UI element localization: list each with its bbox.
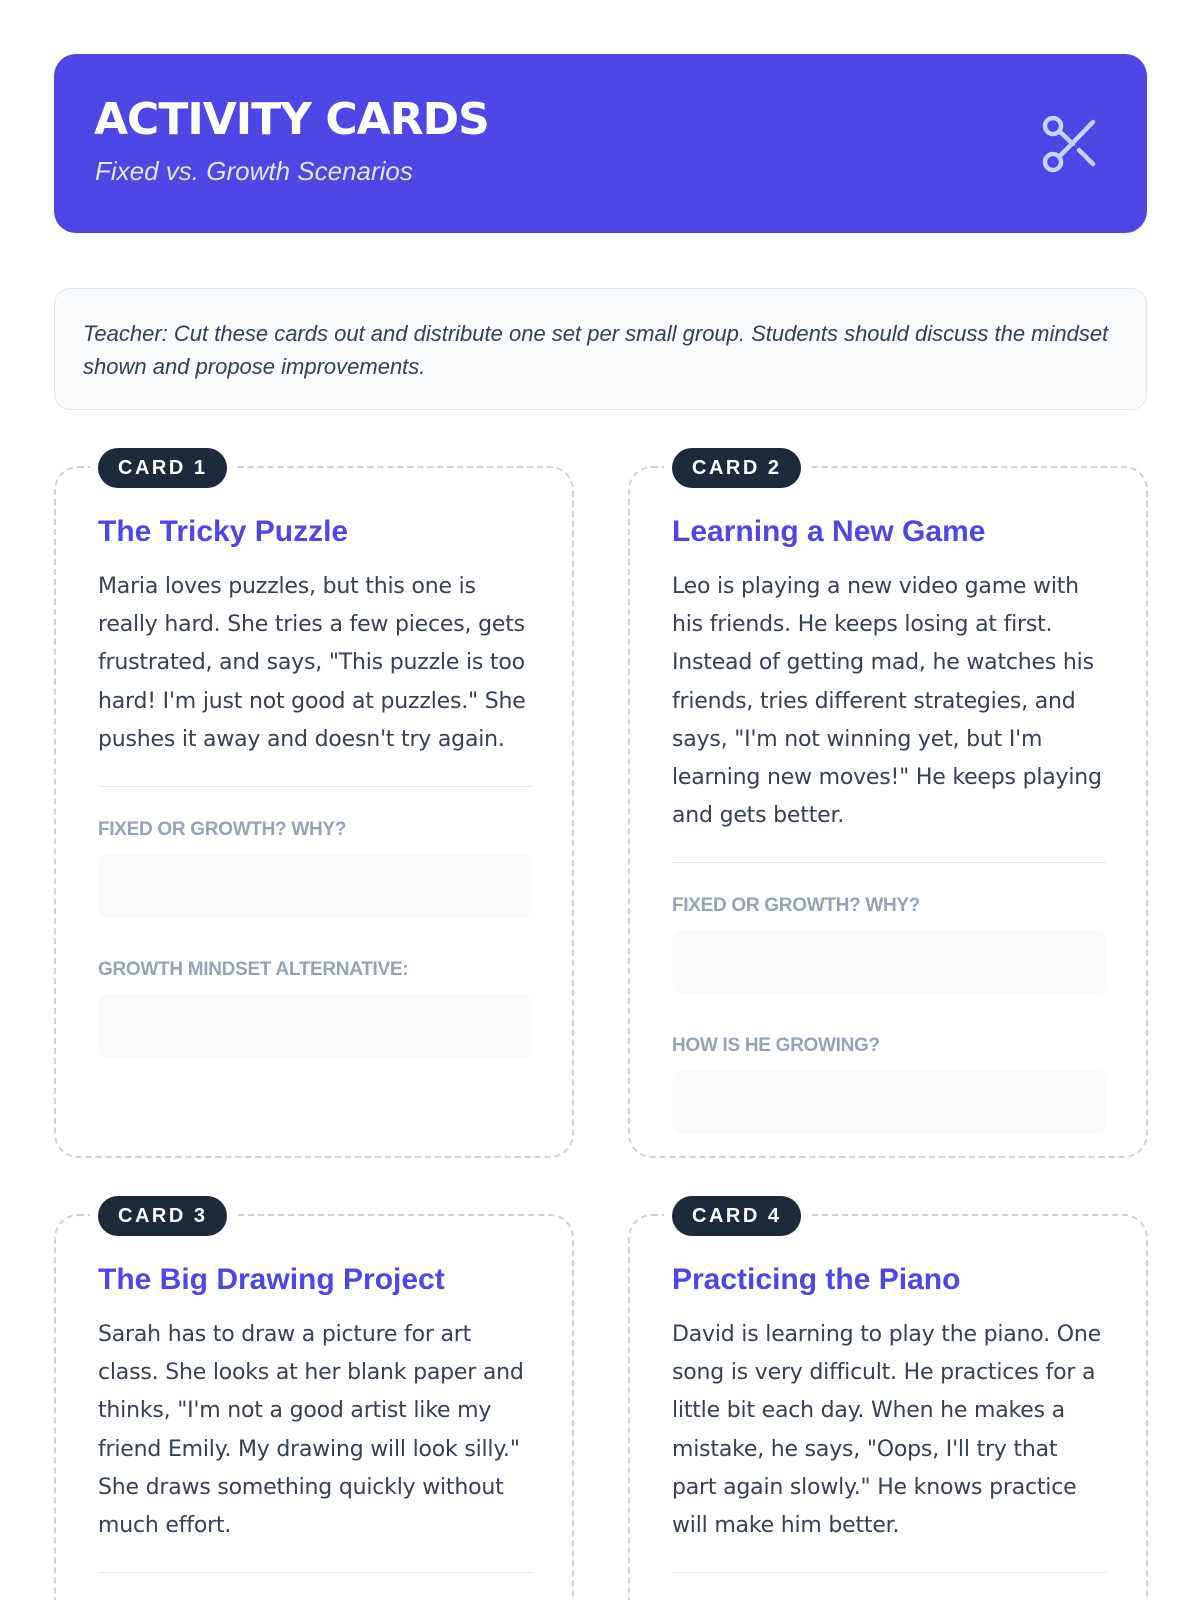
page-title: ACTIVITY CARDS: [94, 94, 489, 145]
divider: [672, 862, 1106, 863]
answer-box[interactable]: [672, 1070, 1106, 1134]
teacher-note: [54, 288, 1147, 410]
card-body: [672, 1260, 1106, 1600]
card-badge: CARD 1: [98, 448, 227, 488]
answer-box[interactable]: [98, 994, 532, 1058]
divider: [98, 1572, 532, 1573]
header-banner: [54, 54, 1147, 233]
activity-card-3: [54, 1205, 574, 1600]
field-label: FIXED OR GROWTH? WHY?: [672, 895, 921, 917]
card-scenario-text: Maria loves puzzles, but this one is really hard. She tries a few pieces, gets frustrated, and says, "This puzzle is too hard! I'm just not good at puzzles." She pushes it away and doesn't try again.: [98, 574, 526, 752]
card-badge: CARD 3: [98, 1196, 227, 1236]
card-title: Practicing the Piano: [672, 1263, 961, 1296]
card-scenario-text: Sarah has to draw a picture for art class. She looks at her blank paper and thinks, "I'm not a good artist like my friend Emily. My drawing will look silly." She draws something quickly without much effort.: [98, 1322, 524, 1539]
activity-card-1: [54, 457, 574, 1158]
activity-card-2: [628, 457, 1148, 1158]
answer-box[interactable]: [672, 930, 1106, 994]
divider: [672, 1572, 1106, 1573]
card-scenario-text: David is learning to play the piano. One song is very difficult. He practices for a little bit each day. When he makes a mistake, he says, "Oops, I'll try that part again slowly." He knows practice will make him better.: [672, 1322, 1101, 1539]
page-subtitle: Fixed vs. Growth Scenarios: [95, 156, 413, 186]
teacher-note-text: Teacher: Cut these cards out and distribute one set per small group. Students should discuss the mindset shown and propose improvements.: [83, 321, 1109, 379]
card-body: [98, 512, 532, 1098]
field-label: HOW IS HE GROWING?: [672, 1035, 880, 1057]
card-title: The Tricky Puzzle: [98, 515, 349, 548]
scissors-icon: [1039, 112, 1103, 176]
divider: [98, 786, 532, 787]
card-body: [98, 1260, 532, 1600]
answer-box[interactable]: [98, 854, 532, 918]
card-body: [672, 512, 1106, 1174]
card-title: Learning a New Game: [672, 515, 986, 548]
field-label: FIXED OR GROWTH? WHY?: [98, 819, 347, 841]
activity-card-4: [628, 1205, 1148, 1600]
card-badge: CARD 2: [672, 448, 801, 488]
card-title: The Big Drawing Project: [98, 1263, 445, 1296]
card-scenario-text: Leo is playing a new video game with his friends. He keeps losing at first. Instead of getting mad, he watches his friends, tries different strategies, and says, "I'm not winning yet, but I'm learning new moves!" He keeps playing and gets better.: [672, 574, 1102, 829]
field-label: GROWTH MINDSET ALTERNATIVE:: [98, 959, 409, 981]
card-badge: CARD 4: [672, 1196, 801, 1236]
